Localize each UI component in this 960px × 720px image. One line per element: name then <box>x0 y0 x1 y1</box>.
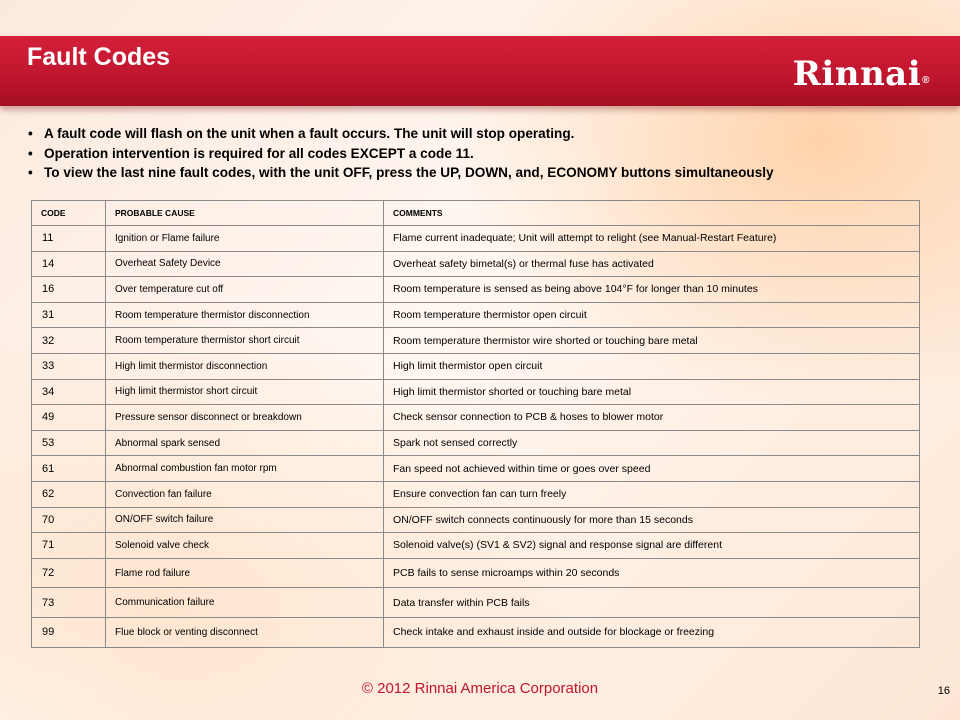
cause-cell: Flue block or venting disconnect <box>106 617 384 647</box>
table-row <box>32 302 920 328</box>
code-cell: 73 <box>32 588 106 618</box>
comment-cell: Check intake and exhaust inside and outside for blockage or freezing <box>384 617 920 647</box>
comment-cell: High limit thermistor open circuit <box>384 353 920 379</box>
code-cell: 61 <box>32 456 106 482</box>
comment-cell: Flame current inadequate; Unit will attempt to relight (see Manual-Restart Feature) <box>384 226 920 252</box>
cause-cell: High limit thermistor short circuit <box>106 379 384 405</box>
code-cell: 99 <box>32 617 106 647</box>
cause-cell: Abnormal spark sensed <box>106 430 384 456</box>
comment-cell: High limit thermistor shorted or touching bare metal <box>384 379 920 405</box>
code-cell: 49 <box>32 405 106 431</box>
registered-mark: ® <box>922 75 930 86</box>
table-row <box>32 277 920 303</box>
table-row <box>32 558 920 588</box>
code-cell: 34 <box>32 379 106 405</box>
cause-cell: ON/OFF switch failure <box>106 507 384 533</box>
cause-cell: Flame rod failure <box>106 558 384 588</box>
table-row <box>32 251 920 277</box>
cause-cell: Convection fan failure <box>106 481 384 507</box>
slide-title: Fault Codes <box>27 43 171 71</box>
cause-cell: Pressure sensor disconnect or breakdown <box>106 405 384 431</box>
code-cell: 62 <box>32 481 106 507</box>
table-row <box>32 456 920 482</box>
comment-cell: Ensure convection fan can turn freely <box>384 481 920 507</box>
cause-cell: Abnormal combustion fan motor rpm <box>106 456 384 482</box>
table-row <box>32 430 920 456</box>
comment-cell: PCB fails to sense microamps within 20 seconds <box>384 558 920 588</box>
comment-cell: ON/OFF switch connects continuously for more than 15 seconds <box>384 507 920 533</box>
comment-cell: Data transfer within PCB fails <box>384 588 920 618</box>
table-row <box>32 588 920 618</box>
header-code: CODE <box>32 201 106 226</box>
bullet-item: • A fault code will flash on the unit when a fault occurs. The unit will stop operating. <box>28 124 948 144</box>
code-cell: 71 <box>32 533 106 559</box>
logo-text: Rinnai <box>792 54 922 94</box>
fault-codes-table <box>31 200 920 648</box>
comment-cell: Spark not sensed correctly <box>384 430 920 456</box>
bullet-item: • Operation intervention is required for all codes EXCEPT a code 11. <box>28 144 948 164</box>
cause-cell: Solenoid valve check <box>106 533 384 559</box>
copyright-footer: © 2012 Rinnai America Corporation <box>361 680 599 697</box>
table-row <box>32 617 920 647</box>
cause-cell: Over temperature cut off <box>106 277 384 303</box>
code-cell: 53 <box>32 430 106 456</box>
header-comments: COMMENTS <box>384 201 920 226</box>
cause-cell: Ignition or Flame failure <box>106 226 384 252</box>
cause-cell: Overheat Safety Device <box>106 251 384 277</box>
table-row <box>32 481 920 507</box>
cause-cell: Room temperature thermistor short circuit <box>106 328 384 354</box>
table-row <box>32 507 920 533</box>
comment-cell: Solenoid valve(s) (SV1 & SV2) signal and response signal are different <box>384 533 920 559</box>
code-cell: 31 <box>32 302 106 328</box>
table-row <box>32 533 920 559</box>
header-probable-cause: PROBABLE CAUSE <box>106 201 384 226</box>
code-cell: 70 <box>32 507 106 533</box>
code-cell: 33 <box>32 353 106 379</box>
cause-cell: High limit thermistor disconnection <box>106 353 384 379</box>
rinnai-logo <box>793 54 930 94</box>
table-row <box>32 405 920 431</box>
code-cell: 11 <box>32 226 106 252</box>
table-row <box>32 353 920 379</box>
comment-cell: Overheat safety bimetal(s) or thermal fuse has activated <box>384 251 920 277</box>
page-number: 16 <box>937 685 950 697</box>
code-cell: 14 <box>32 251 106 277</box>
comment-cell: Fan speed not achieved within time or goes over speed <box>384 456 920 482</box>
comment-cell: Room temperature thermistor open circuit <box>384 302 920 328</box>
code-cell: 32 <box>32 328 106 354</box>
cause-cell: Room temperature thermistor disconnection <box>106 302 384 328</box>
comment-cell: Room temperature is sensed as being above 104°F for longer than 10 minutes <box>384 277 920 303</box>
comment-cell: Check sensor connection to PCB & hoses to blower motor <box>384 405 920 431</box>
table-header-row <box>32 201 920 226</box>
table-row <box>32 379 920 405</box>
table-row <box>32 226 920 252</box>
code-cell: 16 <box>32 277 106 303</box>
bullet-list <box>28 124 948 183</box>
code-cell: 72 <box>32 558 106 588</box>
bullet-item: • To view the last nine fault codes, with the unit OFF, press the UP, DOWN, and, ECONOMY buttons simultaneously <box>28 163 948 183</box>
comment-cell: Room temperature thermistor wire shorted or touching bare metal <box>384 328 920 354</box>
table-row <box>32 328 920 354</box>
cause-cell: Communication failure <box>106 588 384 618</box>
